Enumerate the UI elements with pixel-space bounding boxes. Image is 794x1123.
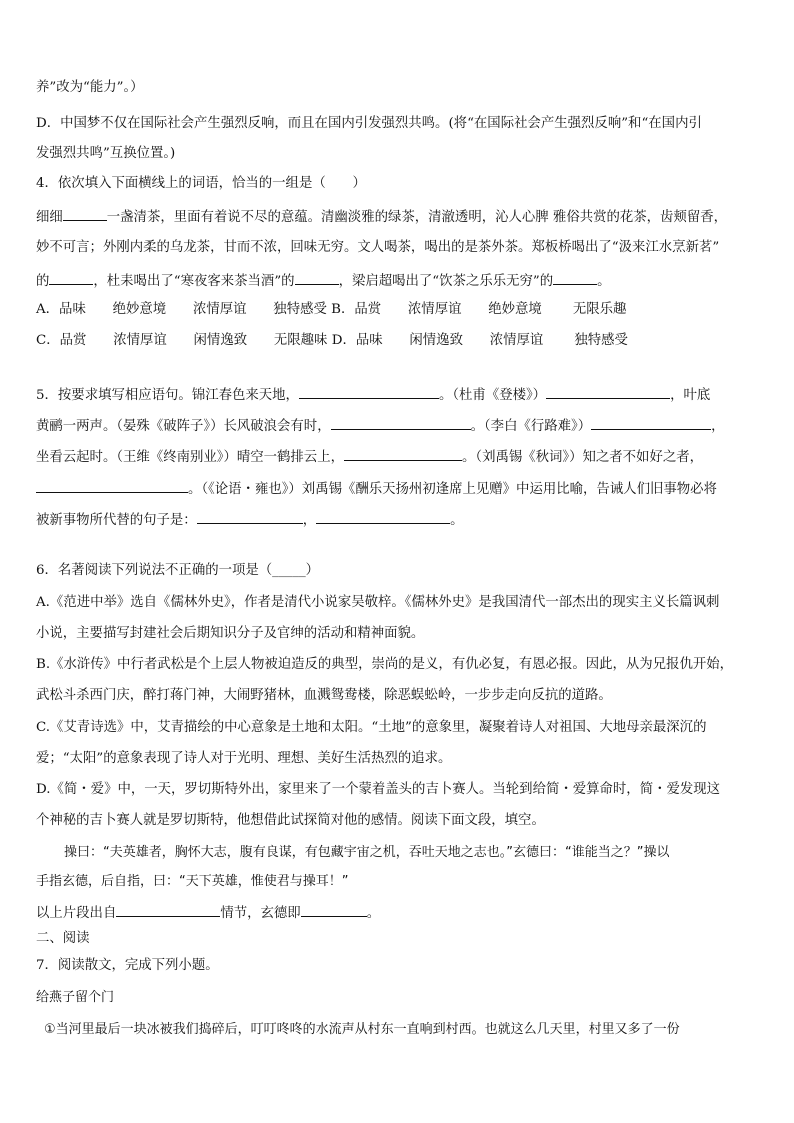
- text-segment: 坐看云起时。（王维《终南别业》）晴空一鹤排云上，: [36, 450, 344, 465]
- question-4-options-cd: C．品赏 浓情厚谊 闲情逸致 无限趣味 D．品味 闲情逸致 浓情厚谊 独特感受: [36, 333, 628, 348]
- text-segment: 5．按要求填写相应语句。锦江春色来天地，: [36, 388, 299, 403]
- question-6-option-d: 个神秘的吉卜赛人就是罗切斯特，他想借此试探简对他的感情。阅读下面文段，填空。: [36, 813, 545, 828]
- text-segment: ，: [711, 419, 725, 434]
- question-6-stem: 6．名著阅读下列说法不正确的一项是（_____）: [36, 563, 320, 578]
- text-segment: 一盏清茶，里面有着说不尽的意蕴。清幽淡雅的绿茶，清澈透明，沁人心脾 雅俗共赏的花茶，齿颊留香，: [106, 210, 728, 225]
- text-line: 养”改为“能力”。）: [36, 80, 144, 95]
- question-6-option-c: C.《艾青诗选》中，艾青描绘的中心意象是土地和太阳。“土地”的意象里，凝聚着诗人对祖国、大地母亲最深沉的: [36, 720, 707, 735]
- question-6-option-c: 爱；“太阳”的意象表现了诗人对于光明、理想、美好生活热烈的追求。: [36, 751, 452, 766]
- question-6-option-b: 武松斗杀西门庆，醉打蒋门神，大闹野猪林，血溅鸳鸯楼，除恶蜈蚣岭，一步步走向反抗的道路。: [36, 688, 612, 703]
- question-6-option-a: A.《范进中举》选自《儒林外史》，作者是清代小说家吴敬梓。《儒林外史》是我国清代一部杰出的现实主义长篇讽刺: [36, 595, 720, 610]
- fill-blank: [49, 270, 93, 285]
- text-segment: 的: [36, 274, 50, 289]
- text-segment: ，: [302, 513, 317, 528]
- text-segment: 。（杜甫《登楼》）: [438, 388, 547, 403]
- fill-blank: [63, 206, 107, 221]
- question-4-passage: [36, 206, 727, 228]
- quote-paragraph: 操曰：“夫英雄者，胸怀大志，腹有良谋，有包藏宇宙之机，吞吐天地之志也。”玄德曰：“谁能当之？”操以: [64, 845, 670, 860]
- article-title: 给燕子留个门: [36, 990, 115, 1005]
- fill-blank: [197, 509, 303, 524]
- option-d-text: D．中国梦不仅在国际社会产生强烈反响，而且在国内引发强烈共鸣。(将“在国际社会产生强烈反响”和“在国内引: [36, 116, 702, 131]
- question-5-line: [36, 509, 463, 531]
- text-segment: 。（《论语・雍也》）刘禹锡《酬乐天扬州初逢席上见赠》中运用比喻，告诫人们旧事物必将: [188, 482, 717, 497]
- text-segment: 黄鹂一两声。（晏殊《破阵子》）长风破浪会有时，: [36, 419, 331, 434]
- fill-blank: [116, 902, 220, 917]
- text-segment: 。: [597, 274, 611, 289]
- fill-blank: [301, 902, 367, 917]
- question-5-line: [36, 446, 703, 468]
- text-line: 发强烈共鸣”互换位置。): [36, 146, 176, 161]
- text-segment: 。: [450, 513, 464, 528]
- text-segment: 。: [366, 906, 381, 921]
- section-heading: 二、阅读: [36, 931, 90, 946]
- question-5-line: [36, 478, 717, 500]
- text-segment: 情节，玄德即: [220, 906, 301, 921]
- fill-blank: [546, 384, 670, 399]
- fill-blank: [331, 415, 471, 430]
- question-5-line: [36, 415, 725, 437]
- question-4-passage: [36, 270, 611, 292]
- text-segment: ，杜耒喝出了“寒夜客来茶当酒”的: [93, 274, 295, 289]
- fill-blank: [36, 478, 188, 493]
- question-6-option-b: B.《水浒传》中行者武松是个上层人物被迫造反的典型，崇尚的是义，有仇必复，有恩必报。因此，从为兄报仇开始，: [36, 657, 734, 672]
- text-segment: 。（刘禹锡《秋词》）知之者不如好之者，: [461, 450, 704, 465]
- text-segment: 被新事物所代替的句子是：: [36, 513, 197, 528]
- fill-blank: [316, 509, 450, 524]
- article-paragraph: ①当河里最后一块冰被我们捣碎后，叮叮咚咚的水流声从村东一直响到村西。也就这么几天里，村里又多了一份: [44, 1022, 680, 1037]
- question-6-fill: [36, 902, 380, 924]
- quote-paragraph: 手指玄德，后自指，曰：“天下英雄，惟使君与操耳！”: [36, 874, 349, 889]
- text-segment: 细细: [36, 210, 63, 225]
- question-6-option-d: D.《简・爱》中，一天，罗切斯特外出，家里来了一个蒙着盖头的吉卜赛人。当轮到给简・爱算命时，简・爱发现这: [36, 782, 721, 797]
- text-segment: ，叶底: [670, 388, 711, 403]
- text-segment: ，梁启超喝出了“饮茶之乐乐无穷”的: [338, 274, 554, 289]
- question-6-option-a: 小说，主要描写封建社会后期知识分子及官绅的活动和精神面貌。: [36, 626, 425, 641]
- question-4-stem: 4．依次填入下面横线上的词语，恰当的一组是（ ）: [36, 176, 366, 191]
- question-4-passage: 妙不可言；外刚内柔的乌龙茶，甘而不浓，回味无穷。文人喝茶，喝出的是茶外茶。郑板桥喝出了“汲来江水烹新茗”: [36, 240, 720, 255]
- text-segment: 以上片段出自: [36, 906, 117, 921]
- fill-blank: [299, 384, 439, 399]
- fill-blank: [344, 446, 462, 461]
- question-4-options-ab: A．品味 绝妙意境 浓情厚谊 独特感受 B．品赏 浓情厚谊 绝妙意境 无限乐趣: [36, 302, 627, 317]
- fill-blank: [553, 270, 597, 285]
- question-7-stem: 7．阅读散文，完成下列小题。: [36, 958, 219, 973]
- question-5-line: [36, 384, 710, 406]
- fill-blank: [591, 415, 711, 430]
- fill-blank: [295, 270, 339, 285]
- text-segment: 。（李白《行路难》）: [470, 419, 592, 434]
